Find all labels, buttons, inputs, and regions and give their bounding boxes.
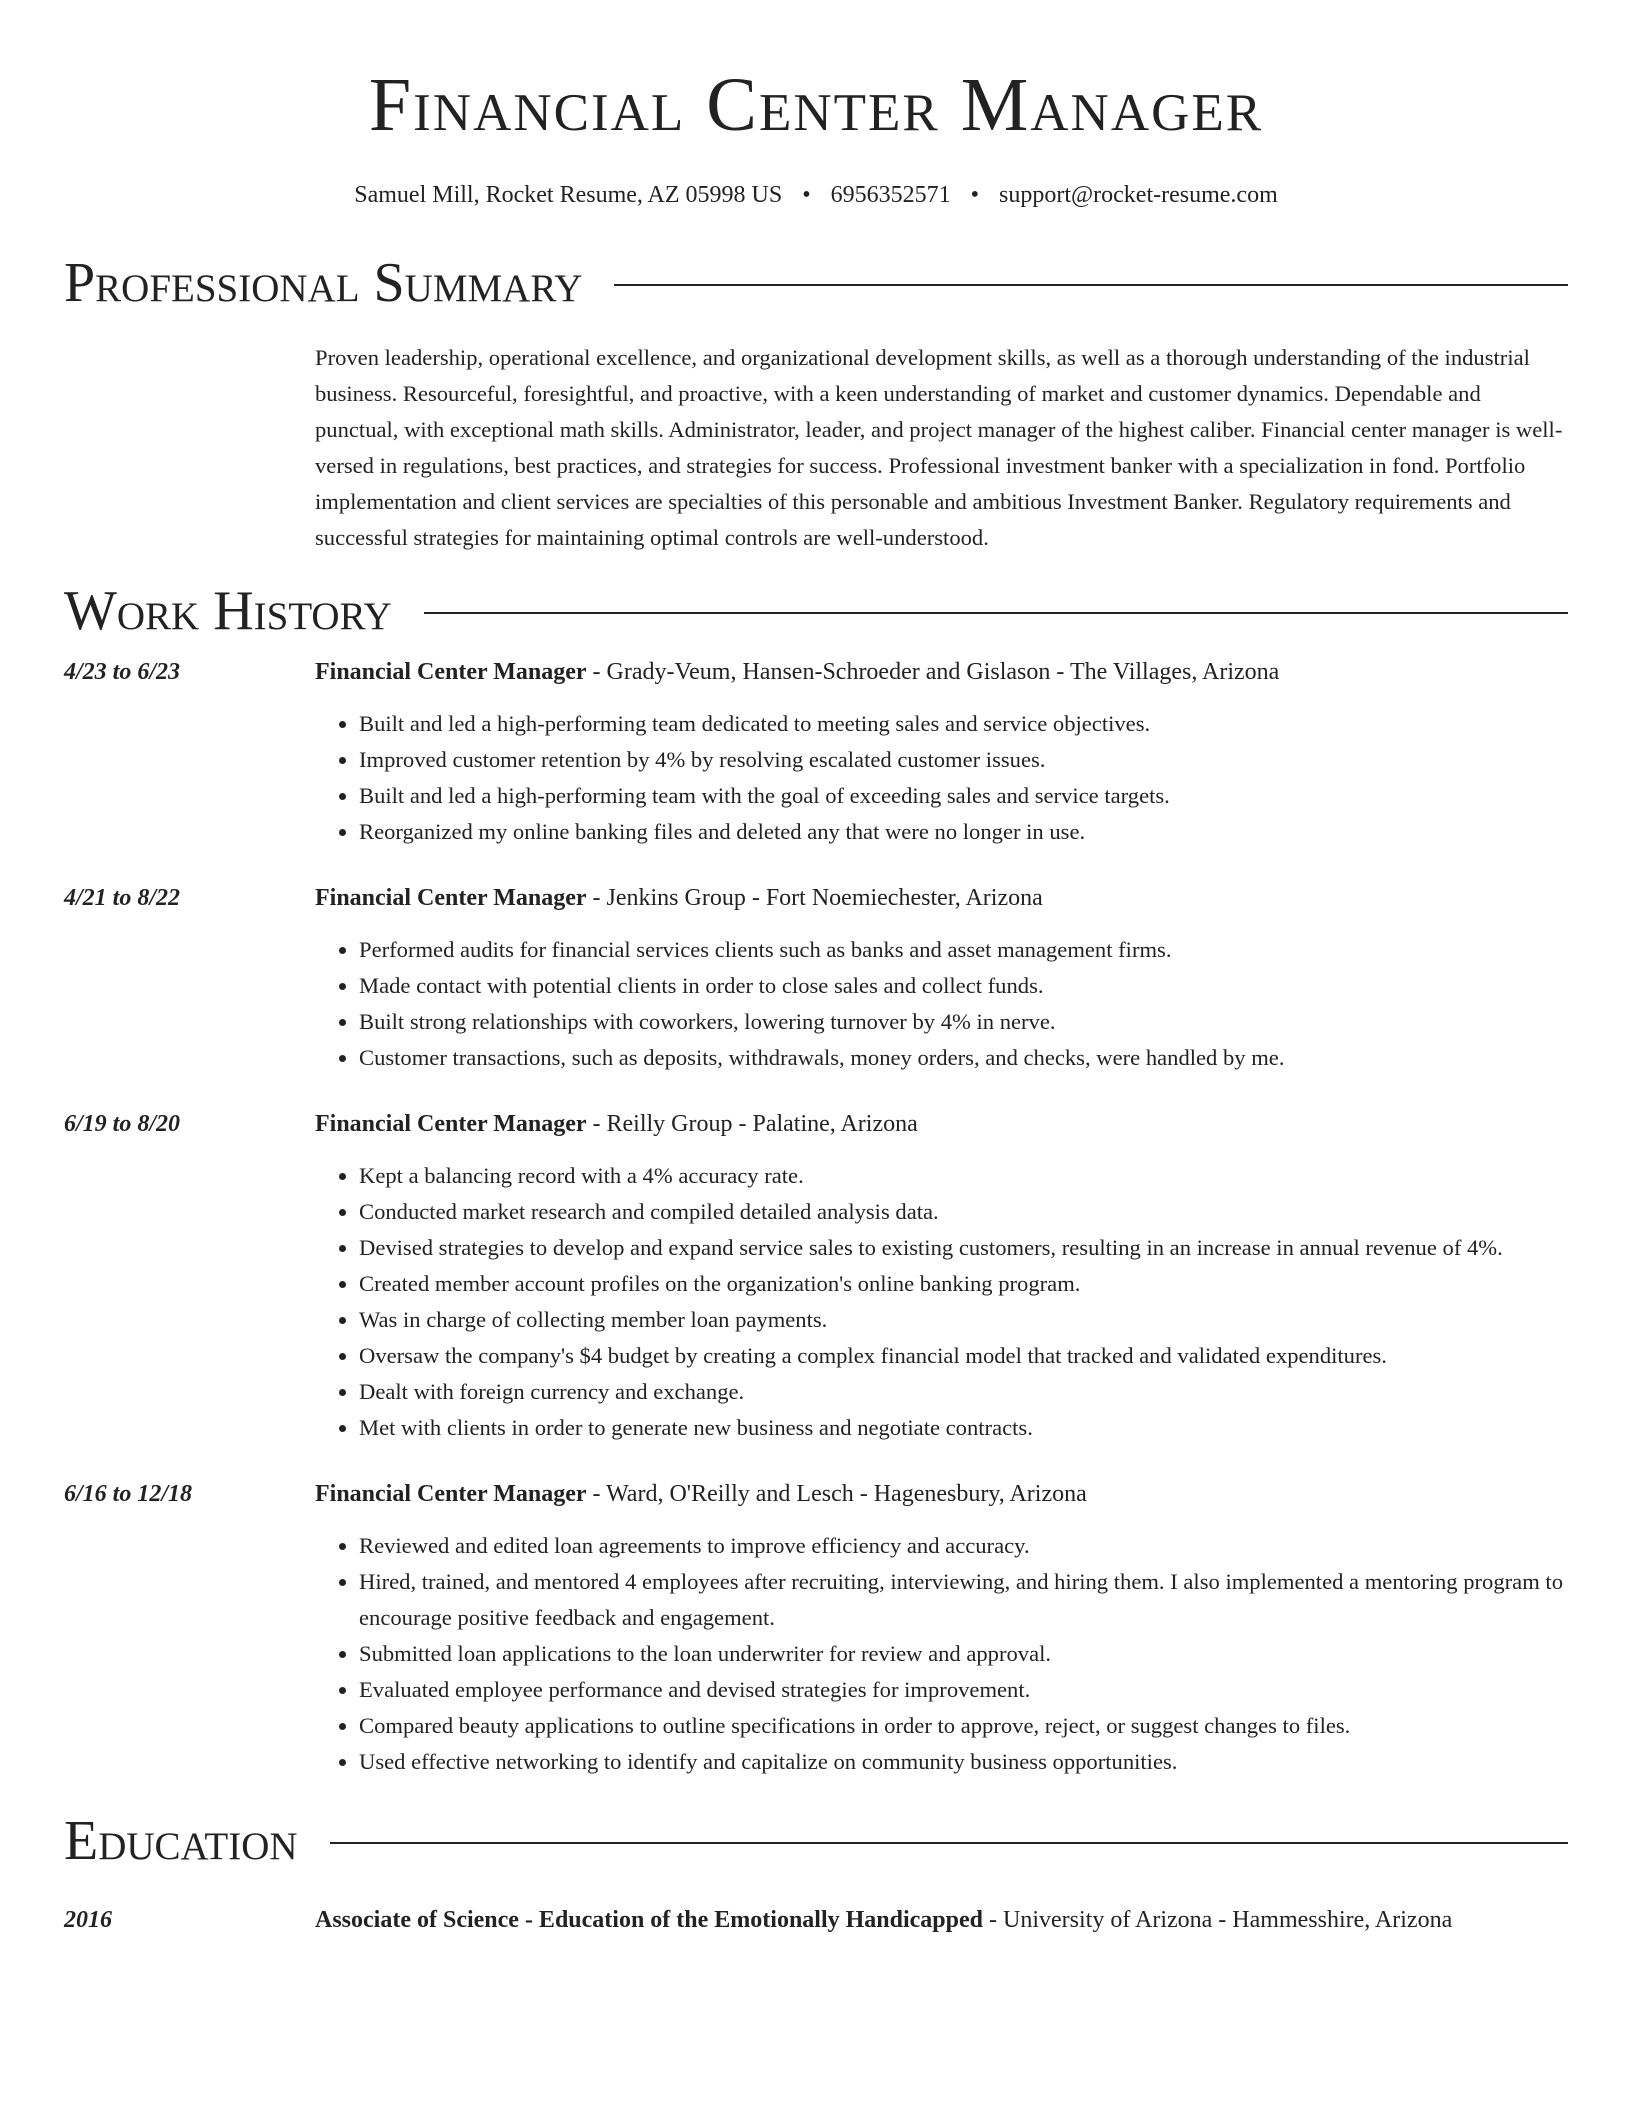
- job-bullet-list: [315, 932, 1568, 1076]
- job-role: Financial Center Manager: [315, 659, 587, 685]
- job-bullet: • Built and led a high-performing team with the goal of exceeding sales and service targets.: [359, 778, 1568, 814]
- education-year: 2016: [64, 1907, 112, 1933]
- job-employer-location: - Jenkins Group - Fort Noemiechester, Arizona: [586, 885, 1043, 911]
- resume-page: [64, 0, 1568, 1938]
- job-dates: 4/21 to 8/22: [64, 885, 181, 911]
- job-bullet: • Performed audits for financial services clients such as banks and asset management firms.: [359, 932, 1568, 968]
- job-entry: [64, 1476, 1568, 1780]
- job-employer-location: - Ward, O'Reilly and Lesch - Hagenesbury, Arizona: [586, 1481, 1087, 1507]
- summary-text: Proven leadership, operational excellence, and organizational development skills, as well as a thorough understanding of the industrial business. Resourceful, foresightful, and proactive, with a keen understanding of market and customer dynamics. Dependable and punctual, with exceptional math skills. Administrator, leader, and project manager of the highest caliber. Financial center manager is well-versed in regulations, best practices, and strategies for success. Professional investment banker with a specialization in fond. Portfolio implementation and client services are specialties of this personable and ambitious Investment Banker. Regulatory requirements and successful strategies for maintaining optimal controls are well-understood.: [315, 345, 1563, 550]
- job-bullet: • Built strong relationships with coworkers, lowering turnover by 4% in nerve.: [359, 1004, 1568, 1040]
- job-role: Financial Center Manager: [315, 885, 587, 911]
- job-bullet: • Met with clients in order to generate new business and negotiate contracts.: [359, 1410, 1568, 1446]
- job-title-line: [315, 1476, 1568, 1512]
- resume-title: Financial Center Manager: [368, 63, 1264, 147]
- job-bullet: • Conducted market research and compiled detailed analysis data.: [359, 1194, 1568, 1230]
- education-list: [64, 1902, 1568, 1938]
- contact-line: [64, 180, 1568, 210]
- education-school-location: - University of Arizona - Hammesshire, Arizona: [983, 1907, 1453, 1933]
- job-dates: 6/19 to 8/20: [64, 1111, 181, 1137]
- education-body: [315, 1902, 1568, 1938]
- job-dates: 6/16 to 12/18: [64, 1481, 193, 1507]
- section-divider: [614, 284, 1568, 286]
- job-bullet: • Hired, trained, and mentored 4 employees after recruiting, interviewing, and hiring them. I also implemented a mentoring program to encourage positive feedback and engagement.: [359, 1564, 1568, 1636]
- job-bullet: • Customer transactions, such as deposits, withdrawals, money orders, and checks, were handled by me.: [359, 1040, 1568, 1076]
- contact-phone: 6956352571: [830, 182, 951, 208]
- job-bullet: • Oversaw the company's $4 budget by creating a complex financial model that tracked and validated expenditures.: [359, 1338, 1568, 1374]
- education-heading: Education: [64, 1810, 298, 1872]
- job-bullet-list: [315, 706, 1568, 850]
- job-entry: [64, 654, 1568, 850]
- job-body: [315, 880, 1568, 1076]
- work-history-heading: Work History: [64, 580, 392, 642]
- job-bullet: • Compared beauty applications to outline specifications in order to approve, reject, or suggest changes to files.: [359, 1708, 1568, 1744]
- summary-section-header: [64, 248, 1568, 318]
- job-bullet: • Dealt with foreign currency and exchange.: [359, 1374, 1568, 1410]
- job-bullet: • Made contact with potential clients in order to close sales and collect funds.: [359, 968, 1568, 1004]
- contact-separator: •: [970, 182, 980, 208]
- job-dates: 4/23 to 6/23: [64, 659, 181, 685]
- job-body: [315, 654, 1568, 850]
- job-role: Financial Center Manager: [315, 1111, 587, 1137]
- education-entry: [64, 1902, 1568, 1938]
- work-history-section-header: [64, 576, 1568, 646]
- job-bullet: • Reorganized my online banking files and deleted any that were no longer in use.: [359, 814, 1568, 850]
- job-role: Financial Center Manager: [315, 1481, 587, 1507]
- job-title-line: [315, 880, 1568, 916]
- job-bullet: • Evaluated employee performance and devised strategies for improvement.: [359, 1672, 1568, 1708]
- work-history-list: [64, 654, 1568, 1780]
- job-bullet: • Built and led a high-performing team dedicated to meeting sales and service objectives.: [359, 706, 1568, 742]
- job-bullet: • Was in charge of collecting member loan payments.: [359, 1302, 1568, 1338]
- job-bullet: • Devised strategies to develop and expand service sales to existing customers, resulting in an increase in annual revenue of 4%.: [359, 1230, 1568, 1266]
- job-bullet: • Kept a balancing record with a 4% accuracy rate.: [359, 1158, 1568, 1194]
- job-entry: [64, 1106, 1568, 1446]
- job-employer-location: - Reilly Group - Palatine, Arizona: [586, 1111, 918, 1137]
- contact-email: support@rocket-resume.com: [999, 182, 1278, 208]
- job-bullet: • Created member account profiles on the organization's online banking program.: [359, 1266, 1568, 1302]
- education-degree: Associate of Science - Education of the Emotionally Handicapped: [315, 1907, 984, 1933]
- job-title-line: [315, 1106, 1568, 1142]
- education-section-header: [64, 1806, 1568, 1876]
- contact-separator: •: [802, 182, 811, 208]
- job-bullet: • Reviewed and edited loan agreements to improve efficiency and accuracy.: [359, 1528, 1568, 1564]
- job-bullet-list: [315, 1158, 1568, 1446]
- section-divider: [424, 612, 1568, 614]
- job-entry: [64, 880, 1568, 1076]
- job-bullet: • Submitted loan applications to the loan underwriter for review and approval.: [359, 1636, 1568, 1672]
- job-employer-location: - Grady-Veum, Hansen-Schroeder and Gislason - The Villages, Arizona: [586, 659, 1280, 685]
- job-bullet: • Improved customer retention by 4% by resolving escalated customer issues.: [359, 742, 1568, 778]
- job-bullet-list: [315, 1528, 1568, 1780]
- job-bullet: • Used effective networking to identify and capitalize on community business opportunities.: [359, 1744, 1568, 1780]
- job-body: [315, 1476, 1568, 1780]
- job-title-line: [315, 654, 1568, 690]
- summary-heading: Professional Summary: [64, 252, 583, 314]
- section-divider: [330, 1842, 1568, 1844]
- job-body: [315, 1106, 1568, 1446]
- contact-address: Samuel Mill, Rocket Resume, AZ 05998 US: [354, 182, 783, 208]
